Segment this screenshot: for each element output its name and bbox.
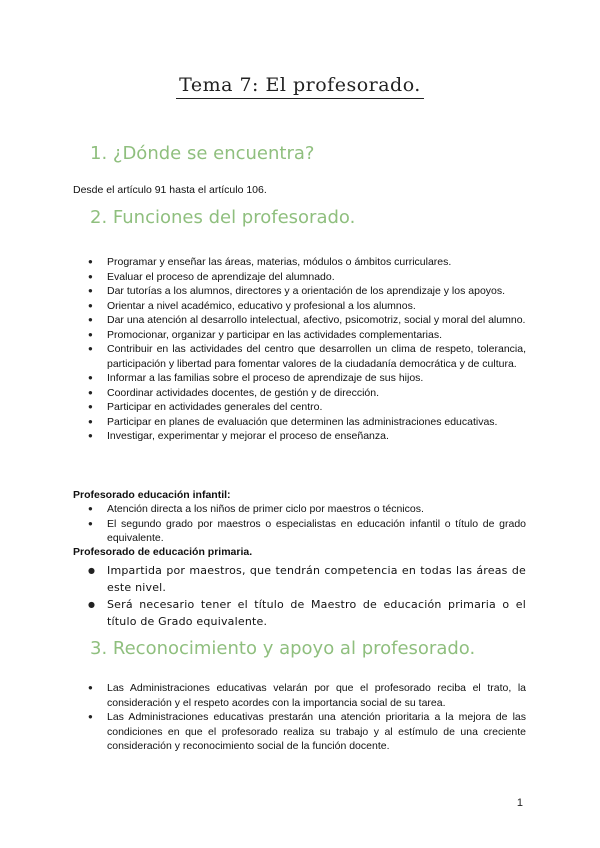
functions-list <box>88 255 526 444</box>
list-item: ● Promocionar, organizar y participar en las actividades complementarias. <box>88 328 526 343</box>
list-item: ● Será necesario tener el título de Maestro de educación primaria o el título de Grado equivalente. <box>88 596 526 630</box>
list-item: ● Atención directa a los niños de primer ciclo por maestros o técnicos. <box>88 502 526 517</box>
list-item: ● Las Administraciones educativas prestarán una atención prioritaria a la mejora de las condiciones en que el profesorado realiza su trabajo y al estímulo de una creciente consideración y reconocimiento social de la función docente. <box>88 710 526 754</box>
section-1-heading: 1. ¿Dónde se encuentra? <box>90 143 315 164</box>
list-item: ● Contribuir en las actividades del centro que desarrollen un clima de respeto, tolerancia, participación y libertad para fomentar valores de la ciudadanía democrática y de cultura. <box>88 342 526 371</box>
primaria-label: Profesorado de educación primaria. <box>73 546 253 558</box>
list-item: ● Las Administraciones educativas velarán por que el profesorado reciba el trato, la consideración y el respeto acordes con la importancia social de su tarea. <box>88 681 526 710</box>
list-item: ● Informar a las familias sobre el proceso de aprendizaje de sus hijos. <box>88 371 526 386</box>
recognition-list <box>88 681 526 754</box>
list-item: ● Participar en actividades generales del centro. <box>88 400 526 415</box>
infantil-label: Profesorado educación infantil: <box>73 489 231 501</box>
list-item: ● Coordinar actividades docentes, de gestión y de dirección. <box>88 386 526 401</box>
list-item: ● Orientar a nivel académico, educativo y profesional a los alumnos. <box>88 299 526 314</box>
list-item: ● Investigar, experimentar y mejorar el proceso de enseñanza. <box>88 429 526 444</box>
section-1-text: Desde el artículo 91 hasta el artículo 106. <box>73 184 267 196</box>
page-title: Tema 7: El profesorado. <box>176 74 424 96</box>
section-2-heading: 2. Funciones del profesorado. <box>90 207 356 228</box>
section-3-heading: 3. Reconocimiento y apoyo al profesorado. <box>90 638 476 659</box>
list-item: ● Dar tutorías a los alumnos, directores y a orientación de los aprendizaje y los apoyos. <box>88 284 526 299</box>
list-item: ● Evaluar el proceso de aprendizaje del alumnado. <box>88 270 526 285</box>
primaria-list <box>88 562 526 630</box>
page-number: 1 <box>516 797 523 809</box>
infantil-list <box>88 502 526 546</box>
list-item: ● Dar una atención al desarrollo intelectual, afectivo, psicomotriz, social y moral del alumno. <box>88 313 526 328</box>
list-item: ● Participar en planes de evaluación que determinen las administraciones educativas. <box>88 415 526 430</box>
list-item: ● Programar y enseñar las áreas, materias, módulos o ámbitos curriculares. <box>88 255 526 270</box>
list-item: ● El segundo grado por maestros o especialistas en educación infantil o título de grado equivalente. <box>88 517 526 546</box>
list-item: ● Impartida por maestros, que tendrán competencia en todas las áreas de este nivel. <box>88 562 526 596</box>
title-container <box>0 74 600 96</box>
